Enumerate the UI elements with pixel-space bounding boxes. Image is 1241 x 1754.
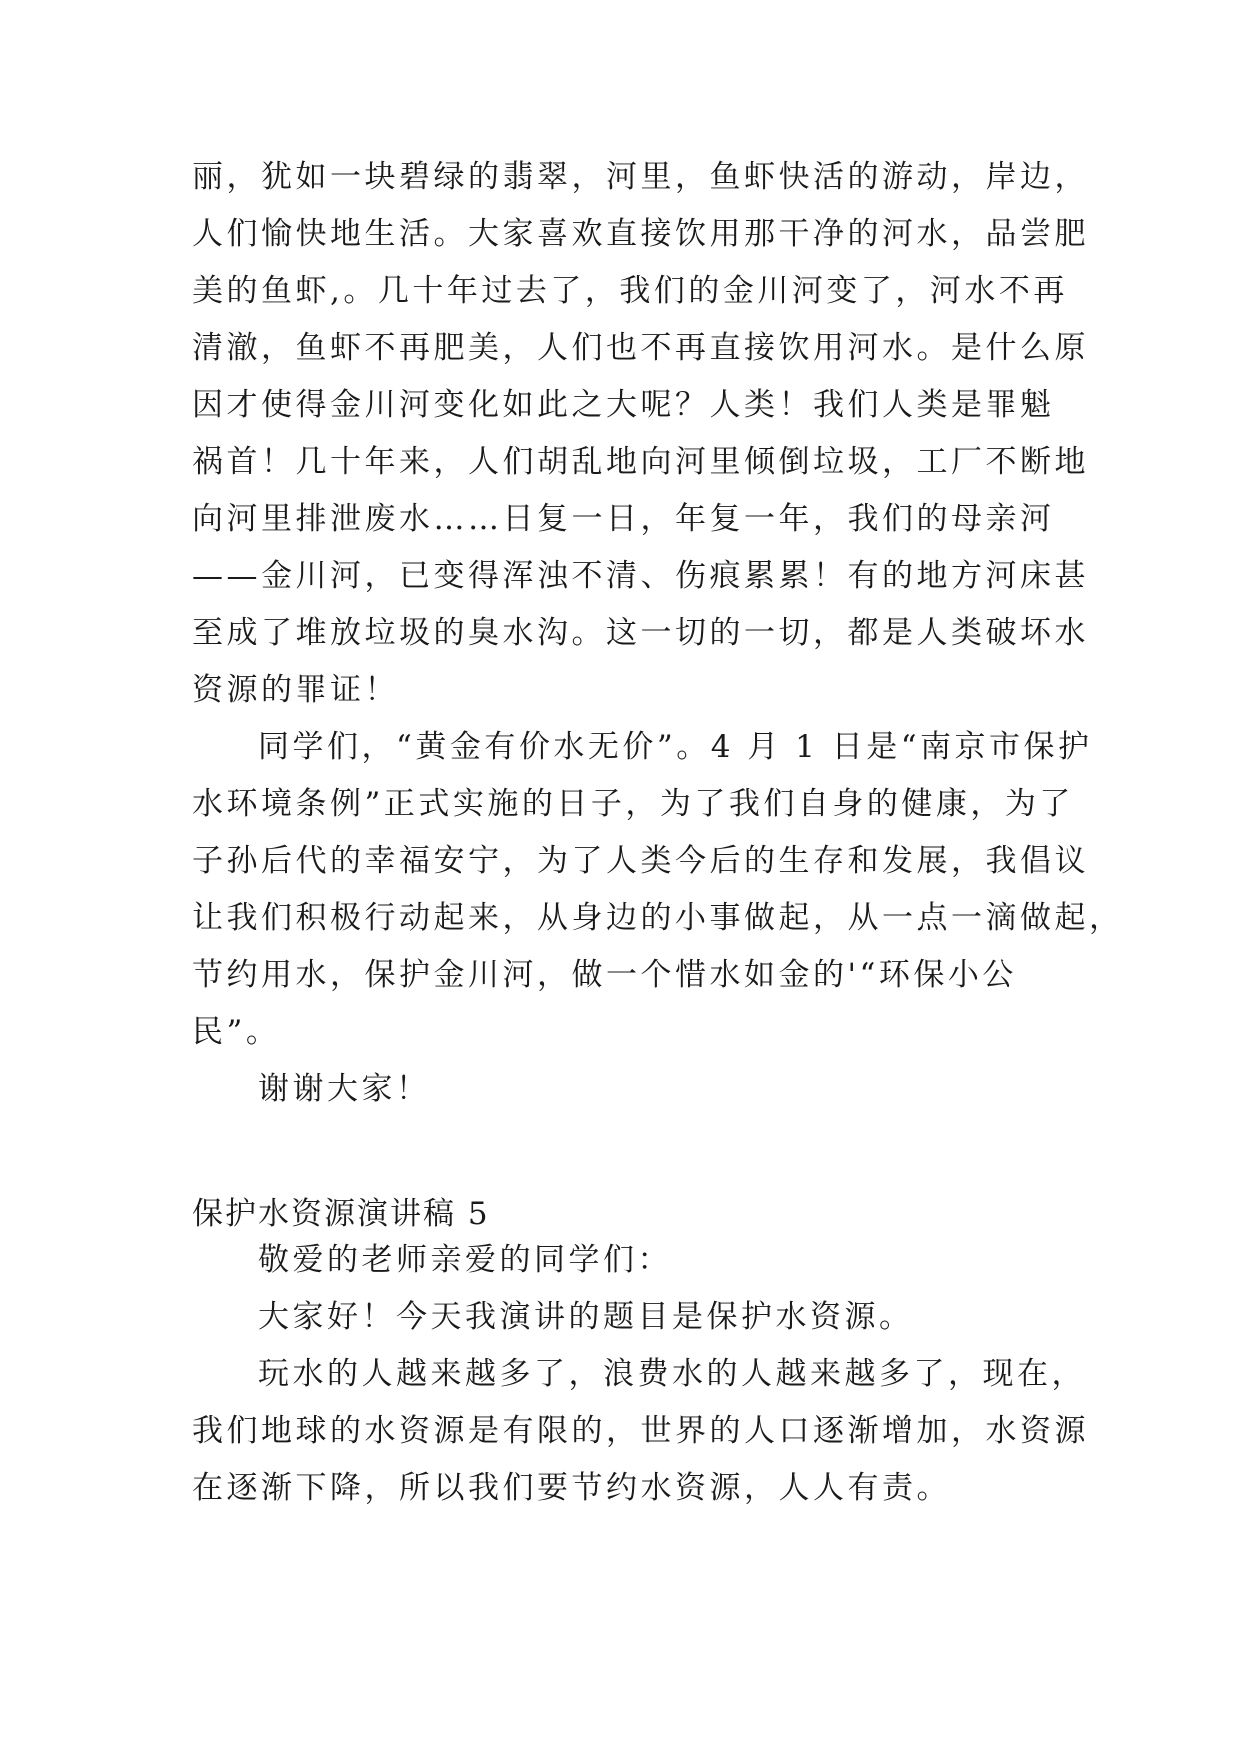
text-line: 我们地球的水资源是有限的，世界的人口逐渐增加，水资源 xyxy=(192,1413,1089,1449)
text-line: 丽，犹如一块碧绿的翡翠，河里，鱼虾快活的游动，岸边， xyxy=(192,159,1089,195)
text-line: ——金川河，已变得浑浊不清、伤痕累累！有的地方河床甚 xyxy=(192,558,1089,594)
text-line: 至成了堆放垃圾的臭水沟。这一切的一切，都是人类破坏水 xyxy=(192,615,1089,651)
text-line: 资源的罪证！ xyxy=(192,672,399,708)
closing-thanks: 谢谢大家！ xyxy=(258,1071,431,1107)
text-line: 因才使得金川河变化如此之大呢？人类！我们人类是罪魁 xyxy=(192,387,1055,423)
text-line: 祸首！几十年来，人们胡乱地向河里倾倒垃圾，工厂不断地 xyxy=(192,444,1089,480)
text-line: 让我们积极行动起来，从身边的小事做起，从一点一滴做起， xyxy=(192,900,1124,936)
text-line: 子孙后代的幸福安宁，为了人类今后的生存和发展，我倡议 xyxy=(192,843,1089,879)
text-line: 清澈，鱼虾不再肥美，人们也不再直接饮用河水。是什么原 xyxy=(192,330,1089,366)
text-line: 同学们，“黄金有价水无价”。4 月 1 日是“南京市保护 xyxy=(258,729,1093,765)
text-line: 玩水的人越来越多了，浪费水的人越来越多了，现在， xyxy=(258,1356,1086,1392)
document-page xyxy=(192,159,1124,1530)
text-line: 在逐渐下降，所以我们要节约水资源，人人有责。 xyxy=(192,1470,951,1506)
text-line: 节约用水，保护金川河，做一个惜水如金的'“环保小公 xyxy=(192,957,1017,993)
paragraph-water xyxy=(192,1356,1089,1530)
text-line: 向河里排泄废水……日复一日，年复一年，我们的母亲河 xyxy=(192,501,1055,537)
paragraph-continuation xyxy=(192,159,1089,732)
section-title: 保护水资源演讲稿 5 xyxy=(192,1196,490,1232)
text-line: 水环境条例”正式实施的日子，为了我们自身的健康，为了 xyxy=(192,786,1074,822)
text-line: 美的鱼虾,。几十年过去了，我们的金川河变了，河水不再 xyxy=(192,273,1068,309)
text-line: 人们愉快地生活。大家喜欢直接饮用那干净的河水，品尝肥 xyxy=(192,216,1089,252)
paragraph-appeal xyxy=(192,729,1124,1074)
text-line: 民”。 xyxy=(192,1014,281,1050)
intro-line: 大家好！今天我演讲的题目是保护水资源。 xyxy=(258,1299,914,1335)
greeting: 敬爱的老师亲爱的同学们： xyxy=(258,1242,672,1278)
blank-line xyxy=(192,1131,1072,1188)
